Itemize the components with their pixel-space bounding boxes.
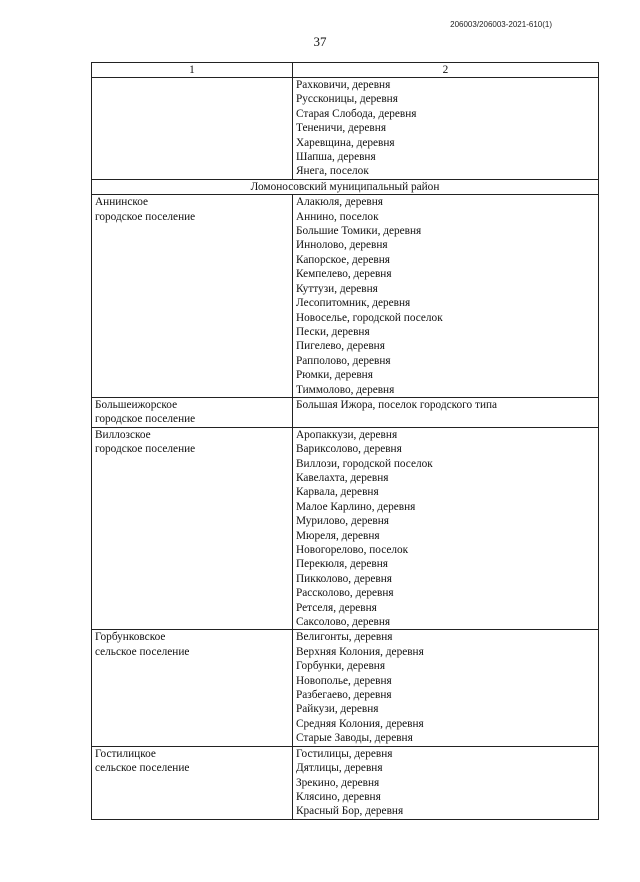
locality-item: Горбунки, деревня [296, 660, 386, 673]
locality-item: Дятлицы, деревня [296, 762, 383, 775]
localities-cell [293, 397, 599, 427]
locality-item: Мюреля, деревня [296, 529, 380, 542]
localities-cell [293, 427, 599, 630]
locality-item: Вариксолово, деревня [296, 443, 402, 456]
locality-item: Рюмки, деревня [296, 369, 373, 382]
page-number: 37 [313, 34, 327, 49]
settlement-name: Горбунковское [95, 631, 166, 644]
locality-item: Малое Карлино, деревня [296, 500, 416, 513]
table-row [92, 746, 599, 819]
localities-cell [293, 195, 599, 398]
locality-item: Пикколово, деревня [296, 572, 392, 585]
locality-item: Иннолово, деревня [296, 239, 388, 252]
table-row [92, 630, 599, 746]
table-row [92, 195, 599, 398]
locality-item: Красный Бор, деревня [296, 805, 404, 818]
table-row [92, 427, 599, 630]
table-body [92, 63, 599, 820]
locality-item: Мурилово, деревня [296, 515, 389, 528]
settlement-cell [92, 427, 293, 630]
locality-item: Виллози, городской поселок [296, 457, 433, 470]
locality-item: Лесопитомник, деревня [296, 297, 411, 310]
locality-item: Капорское, деревня [296, 253, 390, 266]
localities-cell [293, 78, 599, 180]
locality-item: Старая Слобода, деревня [296, 107, 417, 120]
settlement-name: сельское поселение [95, 762, 190, 775]
table-row [92, 397, 599, 427]
settlement-name: городское поселение [95, 413, 196, 426]
column-header-1: 1 [92, 63, 293, 78]
locality-item: Райкузи, деревня [296, 703, 379, 716]
locality-item: Карвала, деревня [296, 486, 379, 499]
locality-item: Аннино, поселок [296, 210, 379, 223]
settlement-name: Виллозское [95, 428, 151, 441]
locality-item: Рассколово, деревня [296, 587, 394, 600]
locality-item: Харевщина, деревня [296, 136, 395, 149]
settlement-name: Гостилицкое [95, 747, 156, 760]
settlement-name: Аннинское [95, 196, 149, 209]
locality-item: Янега, поселок [296, 165, 369, 178]
locality-item: Пески, деревня [296, 325, 370, 338]
locality-item: Старые Заводы, деревня [296, 732, 413, 745]
column-header-2: 2 [293, 63, 599, 78]
locality-item: Руссконицы, деревня [296, 93, 398, 106]
locality-item: Саксолово, деревня [296, 616, 391, 629]
locality-item: Алакюля, деревня [296, 196, 383, 209]
locality-item: Новогорелово, поселок [296, 544, 409, 556]
settlement-name: городское поселение [95, 210, 196, 223]
settlement-cell [92, 630, 293, 746]
localities-cell [293, 630, 599, 746]
settlement-cell [92, 78, 293, 180]
settlement-name: городское поселение [95, 443, 196, 456]
settlements-table [91, 62, 599, 820]
locality-item: Куттузи, деревня [296, 282, 378, 295]
settlement-name: сельское поселение [95, 645, 190, 658]
locality-item: Шапша, деревня [296, 151, 376, 164]
region-row [92, 179, 599, 194]
locality-item: Перекюля, деревня [296, 558, 388, 571]
locality-item: Верхняя Колония, деревня [296, 645, 424, 658]
locality-item: Зрекино, деревня [296, 776, 380, 789]
locality-item: Ретселя, деревня [296, 601, 377, 614]
table-row [92, 78, 599, 180]
locality-item: Кемпелево, деревня [296, 268, 392, 281]
locality-item: Клясино, деревня [296, 790, 381, 803]
locality-item: Большая Ижора, поселок городского типа [296, 398, 498, 411]
locality-item: Пигелево, деревня [296, 340, 385, 353]
locality-item: Рапполово, деревня [296, 354, 391, 367]
locality-item: Тиммолово, деревня [296, 383, 395, 396]
settlement-cell [92, 746, 293, 819]
settlement-cell [92, 397, 293, 427]
locality-item: Гостилицы, деревня [296, 747, 393, 760]
locality-item: Велигонты, деревня [296, 631, 393, 644]
locality-item: Кавелахта, деревня [296, 471, 389, 484]
localities-cell [293, 746, 599, 819]
locality-item: Аропаккузи, деревня [296, 428, 398, 441]
locality-item: Большие Томики, деревня [296, 225, 422, 238]
settlement-cell [92, 195, 293, 398]
locality-item: Рахковичи, деревня [296, 79, 391, 91]
locality-item: Тененичи, деревня [296, 122, 387, 135]
document-code: 206003/206003-2021-610(1) [450, 20, 552, 29]
locality-item: Средняя Колония, деревня [296, 717, 424, 730]
locality-item: Новополье, деревня [296, 674, 392, 687]
locality-item: Новоселье, городской поселок [296, 311, 443, 324]
locality-item: Разбегаево, деревня [296, 689, 392, 702]
settlement-name: Большеижорское [95, 398, 178, 411]
table-header-row [92, 63, 599, 78]
region-title: Ломоносовский муниципальный район [92, 179, 599, 194]
